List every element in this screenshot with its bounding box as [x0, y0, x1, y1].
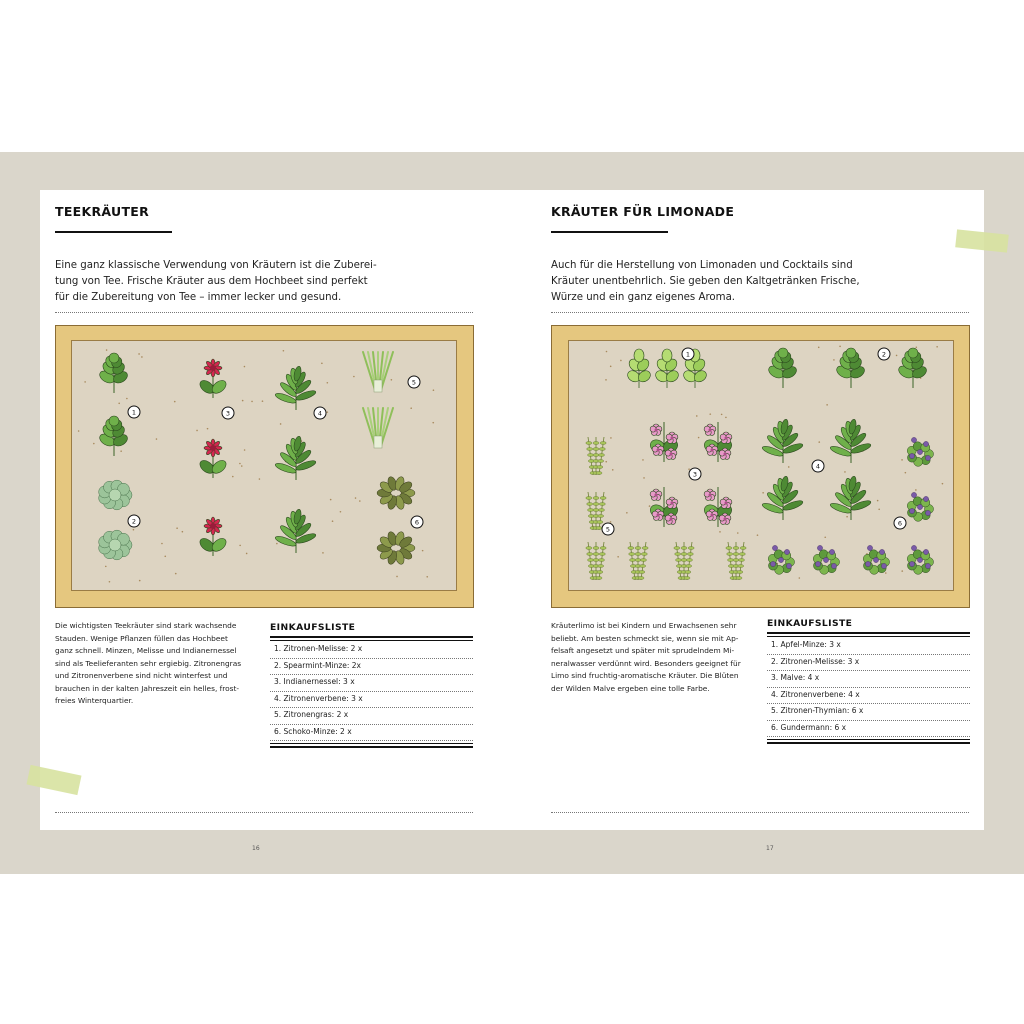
shopping-list-item: 2. Spearmint-Minze: 2x — [274, 660, 361, 670]
left-page-number: 16 — [252, 845, 260, 852]
right-page-number: 17 — [766, 845, 774, 852]
spearmint-plant — [99, 480, 132, 510]
right-body-line: felsaft angesetzt und später mit sprudelndem Mi- — [551, 646, 735, 655]
left-bed-illustration — [71, 340, 455, 589]
shopping-list-item: 1. Apfel-Minze: 3 x — [771, 640, 841, 649]
gundermann-plant — [907, 437, 933, 466]
gundermann-plant — [863, 545, 889, 574]
zitronenverbene-plant — [274, 366, 317, 410]
zitronen-thymian-plant — [586, 492, 606, 530]
left-body-line: freies Winterquartier. — [55, 696, 134, 705]
melisse-plant — [98, 353, 130, 393]
schoko-minze-plant — [377, 476, 415, 511]
svg-text:5: 5 — [605, 525, 611, 534]
shopping-list-item: 3. Indianernessel: 3 x — [274, 677, 355, 686]
spearmint-plant — [99, 530, 132, 560]
plant-marker — [812, 460, 824, 472]
right-shopping-list-title: EINKAUFSLISTE — [767, 618, 853, 629]
left-list-rule-top — [270, 636, 473, 638]
shopping-list-divider — [270, 707, 473, 708]
right-intro-line: Auch für die Herstellung von Limonaden und Cocktails sind — [551, 260, 853, 271]
right-title-rule — [551, 231, 668, 233]
shopping-list-divider — [767, 720, 970, 721]
shopping-list-rule-bottom — [270, 743, 473, 744]
gundermann-plant — [907, 545, 933, 574]
left-body-line: Die wichtigsten Teekräuter sind stark wachsende — [55, 621, 237, 630]
right-list-rule-top-thin — [767, 636, 970, 637]
svg-text:5: 5 — [411, 378, 417, 387]
shopping-list-rule-bottom-thick — [270, 746, 473, 748]
left-intro-line: tung von Tee. Frische Kräuter aus dem Hochbeet sind perfekt — [55, 276, 368, 287]
indianernessel-plant — [198, 359, 229, 398]
svg-text:6: 6 — [414, 518, 420, 527]
plant-marker — [222, 407, 234, 419]
shopping-list-divider — [767, 687, 970, 688]
zitronen-thymian-plant — [726, 542, 746, 580]
zitronen-melisse-plant — [835, 348, 867, 388]
zitronen-melisse-plant — [767, 348, 799, 388]
left-page-title: TEEKRÄUTER — [55, 204, 150, 219]
svg-text:2: 2 — [881, 350, 887, 359]
plant-marker — [314, 407, 326, 419]
svg-text:4: 4 — [815, 462, 821, 471]
shopping-list-divider — [270, 691, 473, 692]
left-divider-top — [55, 312, 473, 313]
left-body-line: brauchen in der kalten Jahreszeit ein helles, frost- — [55, 683, 240, 693]
shopping-list-item: 4. Zitronenverbene: 3 x — [274, 693, 363, 703]
svg-text:3: 3 — [225, 409, 231, 418]
shopping-list-divider — [270, 674, 473, 675]
left-body-line: sind als Teelieferanten sehr ergiebig. Zitronengras — [55, 658, 242, 668]
right-body-line: der Wilden Malve ergeben eine tolle Farbe. — [551, 683, 710, 693]
zitronen-thymian-plant — [628, 542, 648, 580]
plant-marker — [682, 348, 694, 360]
shopping-list-divider — [270, 724, 473, 725]
right-intro-line: Kräuter unentbehrlich. Sie geben den Kaltgetränken Frische, — [551, 276, 860, 287]
zitronenverbene-plant — [761, 476, 804, 520]
right-intro — [551, 258, 891, 306]
right-bed-illustration — [568, 340, 952, 589]
right-intro-line: Würze und ein ganz eigenes Aroma. — [551, 292, 736, 303]
right-page-title: KRÄUTER FÜR LIMONADE — [551, 204, 735, 219]
svg-text:1: 1 — [131, 408, 137, 417]
shopping-list-item: 6. Gundermann: 6 x — [771, 722, 847, 732]
shopping-list-item: 5. Zitronen-Thymian: 6 x — [771, 706, 864, 715]
plant-marker — [689, 468, 701, 480]
right-body-line: beliebt. Am besten schmeckt sie, wenn sie mit Ap- — [551, 633, 739, 643]
shopping-list-item: 5. Zitronengras: 2 x — [274, 710, 349, 719]
melisse-plant — [98, 416, 130, 456]
malve-plant — [648, 487, 680, 527]
shopping-list-item: 4. Zitronenverbene: 4 x — [771, 689, 860, 699]
plant-marker — [408, 376, 420, 388]
gundermann-plant — [907, 492, 933, 521]
plant-marker — [878, 348, 890, 360]
left-intro — [55, 258, 385, 306]
left-body-text — [55, 620, 265, 708]
left-title-rule — [55, 231, 172, 233]
zitronenverbene-plant — [274, 436, 317, 480]
right-list-rule-top — [767, 632, 970, 634]
left-intro-line: Eine ganz klassische Verwendung von Kräutern ist die Zuberei- — [55, 260, 377, 271]
shopping-list-rule-bottom-thick — [767, 742, 970, 744]
malve-plant — [648, 422, 680, 462]
svg-text:3: 3 — [692, 470, 698, 479]
zitronenverbene-plant — [829, 476, 872, 520]
shopping-list-rule-bottom — [767, 739, 970, 740]
left-body-line: ganz schnell. Minzen, Melisse und Indianernessel — [55, 646, 237, 655]
zitronengras-plant — [363, 352, 393, 392]
right-body-line: Kräuterlimo ist bei Kindern und Erwachsenen sehr — [551, 621, 737, 630]
shopping-list-divider — [767, 654, 970, 655]
zitronen-thymian-plant — [586, 542, 606, 580]
plant-marker — [128, 406, 140, 418]
svg-text:1: 1 — [685, 350, 691, 359]
schoko-minze-plant — [377, 531, 415, 566]
gundermann-plant — [768, 545, 794, 574]
zitronenverbene-plant — [761, 419, 804, 463]
plant-marker — [411, 516, 423, 528]
zitronen-thymian-plant — [674, 542, 694, 580]
shopping-list-divider — [767, 736, 970, 737]
shopping-list-item: 3. Malve: 4 x — [771, 673, 820, 682]
left-body-line: und Zitronenverbene sind nicht winterfest und — [55, 671, 228, 680]
apfel-minze-plant — [625, 349, 708, 388]
zitronen-thymian-plant — [586, 437, 606, 475]
left-intro-line: für die Zubereitung von Tee – immer lecker und gesund. — [55, 292, 342, 303]
gundermann-plant — [813, 545, 839, 574]
shopping-list-divider — [270, 740, 473, 741]
left-divider-bottom — [55, 812, 473, 813]
svg-text:6: 6 — [897, 519, 903, 528]
plant-marker — [602, 523, 614, 535]
malve-plant — [702, 487, 734, 527]
indianernessel-plant — [198, 439, 229, 478]
shopping-list-item: 6. Schoko-Minze: 2 x — [274, 726, 352, 736]
plant-marker — [128, 515, 140, 527]
shopping-list-divider — [767, 703, 970, 704]
zitronenverbene-plant — [274, 509, 317, 553]
svg-text:4: 4 — [317, 409, 323, 418]
right-body-line: neralwasser verdünnt wird. Besonders geeignet für — [551, 658, 741, 668]
left-shopping-list-title: EINKAUFSLISTE — [270, 622, 356, 633]
zitronen-melisse-plant — [897, 348, 929, 388]
indianernessel-plant — [198, 517, 229, 556]
shopping-list-divider — [270, 658, 473, 659]
shopping-list-item: 2. Zitronen-Melisse: 3 x — [771, 656, 860, 666]
zitronenverbene-plant — [829, 419, 872, 463]
shopping-list-item: 1. Zitronen-Melisse: 2 x — [274, 644, 363, 653]
zitronengras-plant — [363, 408, 393, 448]
shopping-list-divider — [767, 670, 970, 671]
plant-marker — [894, 517, 906, 529]
right-divider-top — [551, 312, 969, 313]
malve-plant — [702, 422, 734, 462]
svg-text:2: 2 — [131, 517, 137, 526]
right-body-text — [551, 620, 761, 695]
left-body-line: Stauden. Wenige Pflanzen füllen das Hochbeet — [55, 633, 228, 643]
right-divider-bottom — [551, 812, 969, 813]
right-body-line: Limo sind fruchtig-aromatische Kräuter. Die Blüten — [551, 671, 739, 680]
left-list-rule-top-thin — [270, 640, 473, 641]
